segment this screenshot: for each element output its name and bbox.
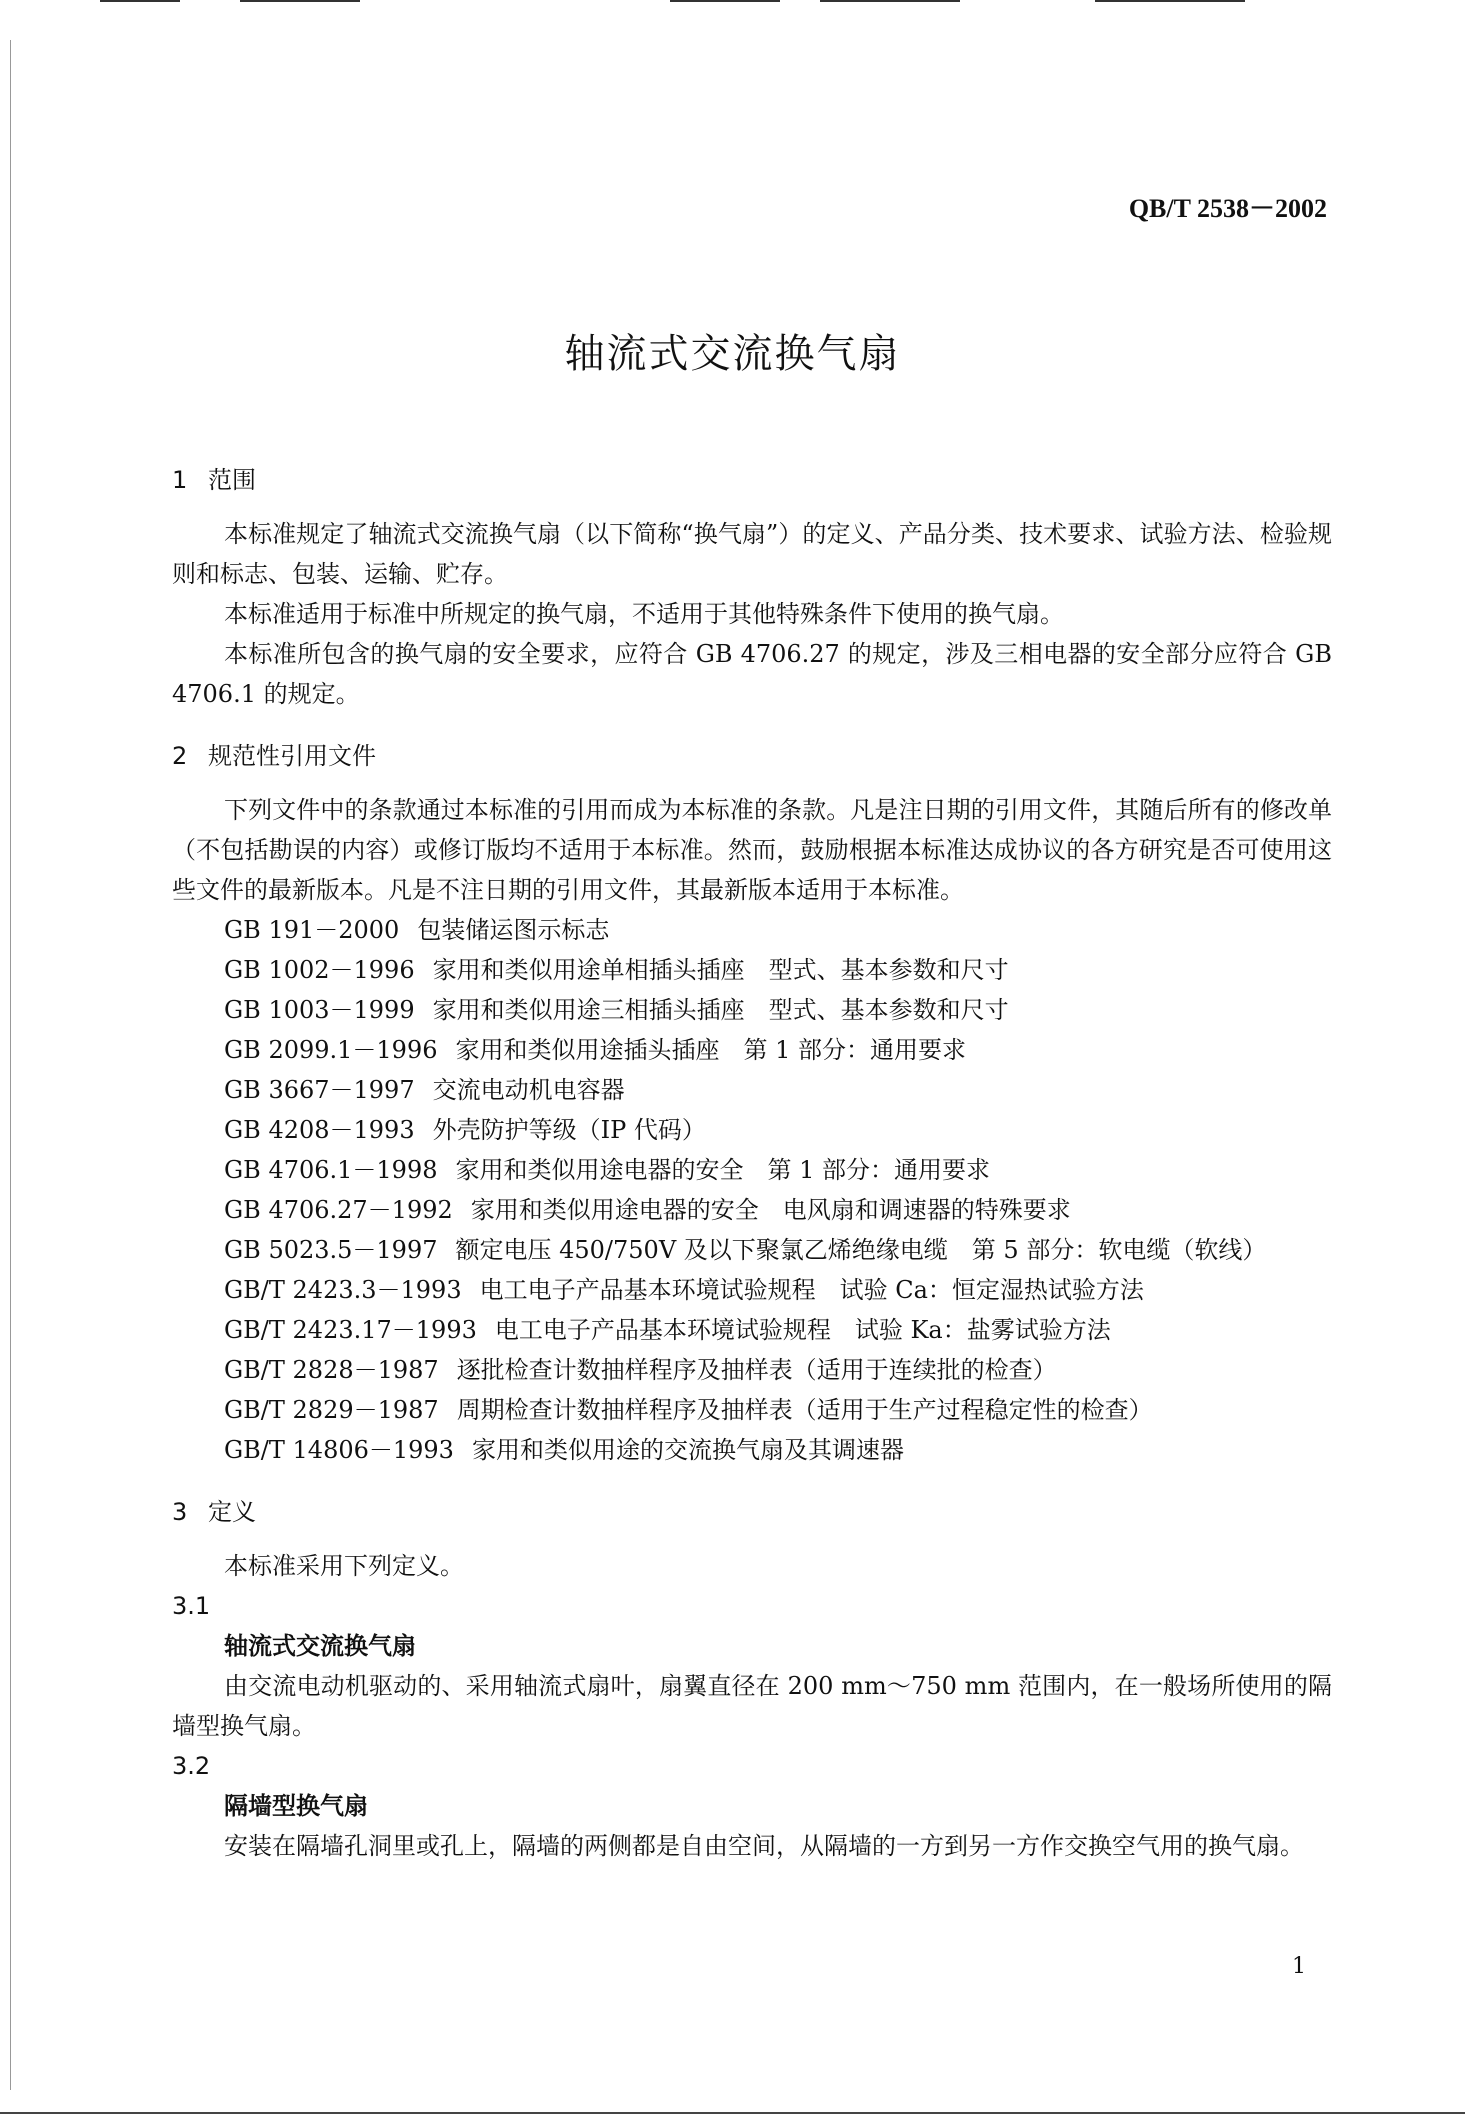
- section-2-heading: [172, 736, 1332, 776]
- reference-code: GB 191－2000: [224, 916, 400, 944]
- reference-title: 周期检查计数抽样程序及抽样表（适用于生产过程稳定性的检查）: [456, 1396, 1153, 1424]
- definition-text: 安装在隔墙孔洞里或孔上，隔墙的两侧都是自由空间，从隔墙的一方到另一方作交换空气用的换气扇。: [224, 1832, 1304, 1860]
- scan-edge-top-3: [670, 0, 780, 2]
- reference-title: 家用和类似用途插头插座 第 1 部分：通用要求: [455, 1036, 967, 1064]
- section-title: 定义: [208, 1498, 256, 1526]
- reference-item: [172, 1390, 1332, 1430]
- reference-title: 家用和类似用途单相插头插座 型式、基本参数和尺寸: [432, 956, 1009, 984]
- definition-term: 隔墙型换气扇: [224, 1792, 368, 1820]
- reference-title: 家用和类似用途的交流换气扇及其调速器: [471, 1436, 904, 1464]
- section-number: 3: [172, 1498, 188, 1526]
- scan-edge-top-1: [100, 0, 180, 2]
- reference-item: [172, 910, 1332, 950]
- scan-edge-bottom: [0, 2112, 1465, 2114]
- reference-code: GB/T 2423.3－1993: [224, 1276, 462, 1304]
- reference-item: [172, 950, 1332, 990]
- reference-item: [172, 1070, 1332, 1110]
- scan-edge-top-4: [820, 0, 960, 2]
- scan-edge-top-5: [1095, 0, 1245, 2]
- reference-title: 包装储运图示标志: [417, 916, 610, 944]
- reference-title: 外壳防护等级（IP 代码）: [432, 1116, 706, 1144]
- reference-item: [172, 990, 1332, 1030]
- reference-code: GB 5023.5－1997: [224, 1236, 438, 1264]
- paragraph: 本标准规定了轴流式交流换气扇（以下简称“换气扇”）的定义、产品分类、技术要求、试验方法、检验规则和标志、包装、运输、贮存。: [172, 520, 1332, 588]
- paragraph: 本标准适用于标准中所规定的换气扇，不适用于其他特殊条件下使用的换气扇。: [224, 600, 1064, 628]
- reference-item: [172, 1430, 1332, 1470]
- definition-number: 3.2: [172, 1752, 211, 1780]
- definition-number: 3.1: [172, 1592, 211, 1620]
- document-body: [172, 460, 1332, 1866]
- reference-code: GB 1002－1996: [224, 956, 415, 984]
- reference-title: 家用和类似用途电器的安全 电风扇和调速器的特殊要求: [470, 1196, 1071, 1224]
- paragraph: 本标准所包含的换气扇的安全要求，应符合 GB 4706.27 的规定，涉及三相电器的安全部分应符合 GB 4706.1 的规定。: [172, 640, 1332, 708]
- reference-title: 额定电压 450/750V 及以下聚氯乙烯绝缘电缆 第 5 部分：软电缆（软线）: [455, 1236, 1267, 1264]
- reference-code: GB/T 2829－1987: [224, 1396, 439, 1424]
- paragraph: 本标准采用下列定义。: [224, 1552, 464, 1580]
- document-title: 轴流式交流换气扇: [564, 331, 901, 377]
- reference-code: GB 3667－1997: [224, 1076, 415, 1104]
- section-title: 范围: [208, 466, 256, 494]
- reference-item: [172, 1270, 1332, 1310]
- reference-item: [172, 1190, 1332, 1230]
- reference-title: 家用和类似用途三相插头插座 型式、基本参数和尺寸: [432, 996, 1009, 1024]
- reference-item: [172, 1110, 1332, 1150]
- scan-edge-top-2: [240, 0, 360, 2]
- standard-code: QB/T 2538－2002: [1128, 194, 1327, 223]
- reference-item: [172, 1350, 1332, 1390]
- reference-list: [172, 910, 1332, 1470]
- reference-code: GB/T 2423.17－1993: [224, 1316, 477, 1344]
- section-number: 1: [172, 466, 188, 494]
- reference-item: [172, 1150, 1332, 1190]
- reference-code: GB 4706.1－1998: [224, 1156, 438, 1184]
- definition-term: 轴流式交流换气扇: [224, 1632, 416, 1660]
- reference-title: 家用和类似用途电器的安全 第 1 部分：通用要求: [455, 1156, 991, 1184]
- reference-code: GB 1003－1999: [224, 996, 415, 1024]
- reference-code: GB 4706.27－1992: [224, 1196, 453, 1224]
- reference-item: [172, 1230, 1332, 1270]
- reference-code: GB 4208－1993: [224, 1116, 415, 1144]
- definition-text: 由交流电动机驱动的、采用轴流式扇叶，扇翼直径在 200 mm～750 mm 范围内，在一般场所使用的隔墙型换气扇。: [172, 1672, 1332, 1740]
- reference-title: 交流电动机电容器: [432, 1076, 625, 1104]
- section-3-heading: [172, 1492, 1332, 1532]
- reference-code: GB/T 2828－1987: [224, 1356, 439, 1384]
- reference-title: 逐批检查计数抽样程序及抽样表（适用于连续批的检查）: [456, 1356, 1057, 1384]
- section-number: 2: [172, 742, 188, 770]
- reference-code: GB/T 14806－1993: [224, 1436, 454, 1464]
- section-1-heading: [172, 460, 1332, 500]
- reference-item: [172, 1030, 1332, 1070]
- reference-title: 电工电子产品基本环境试验规程 试验 Ka：盐雾试验方法: [494, 1316, 1111, 1344]
- paragraph: 下列文件中的条款通过本标准的引用而成为本标准的条款。凡是注日期的引用文件，其随后所有的修改单（不包括勘误的内容）或修订版均不适用于本标准。然而，鼓励根据本标准达成协议的各方研究是否可使用这些文件的最新版本。凡是不注日期的引用文件，其最新版本适用于本标准。: [172, 796, 1332, 904]
- reference-code: GB 2099.1－1996: [224, 1036, 438, 1064]
- section-title: 规范性引用文件: [208, 742, 376, 770]
- reference-title: 电工电子产品基本环境试验规程 试验 Ca：恒定湿热试验方法: [479, 1276, 1144, 1304]
- page-number: 1: [1292, 1954, 1306, 1979]
- reference-item: [172, 1310, 1332, 1350]
